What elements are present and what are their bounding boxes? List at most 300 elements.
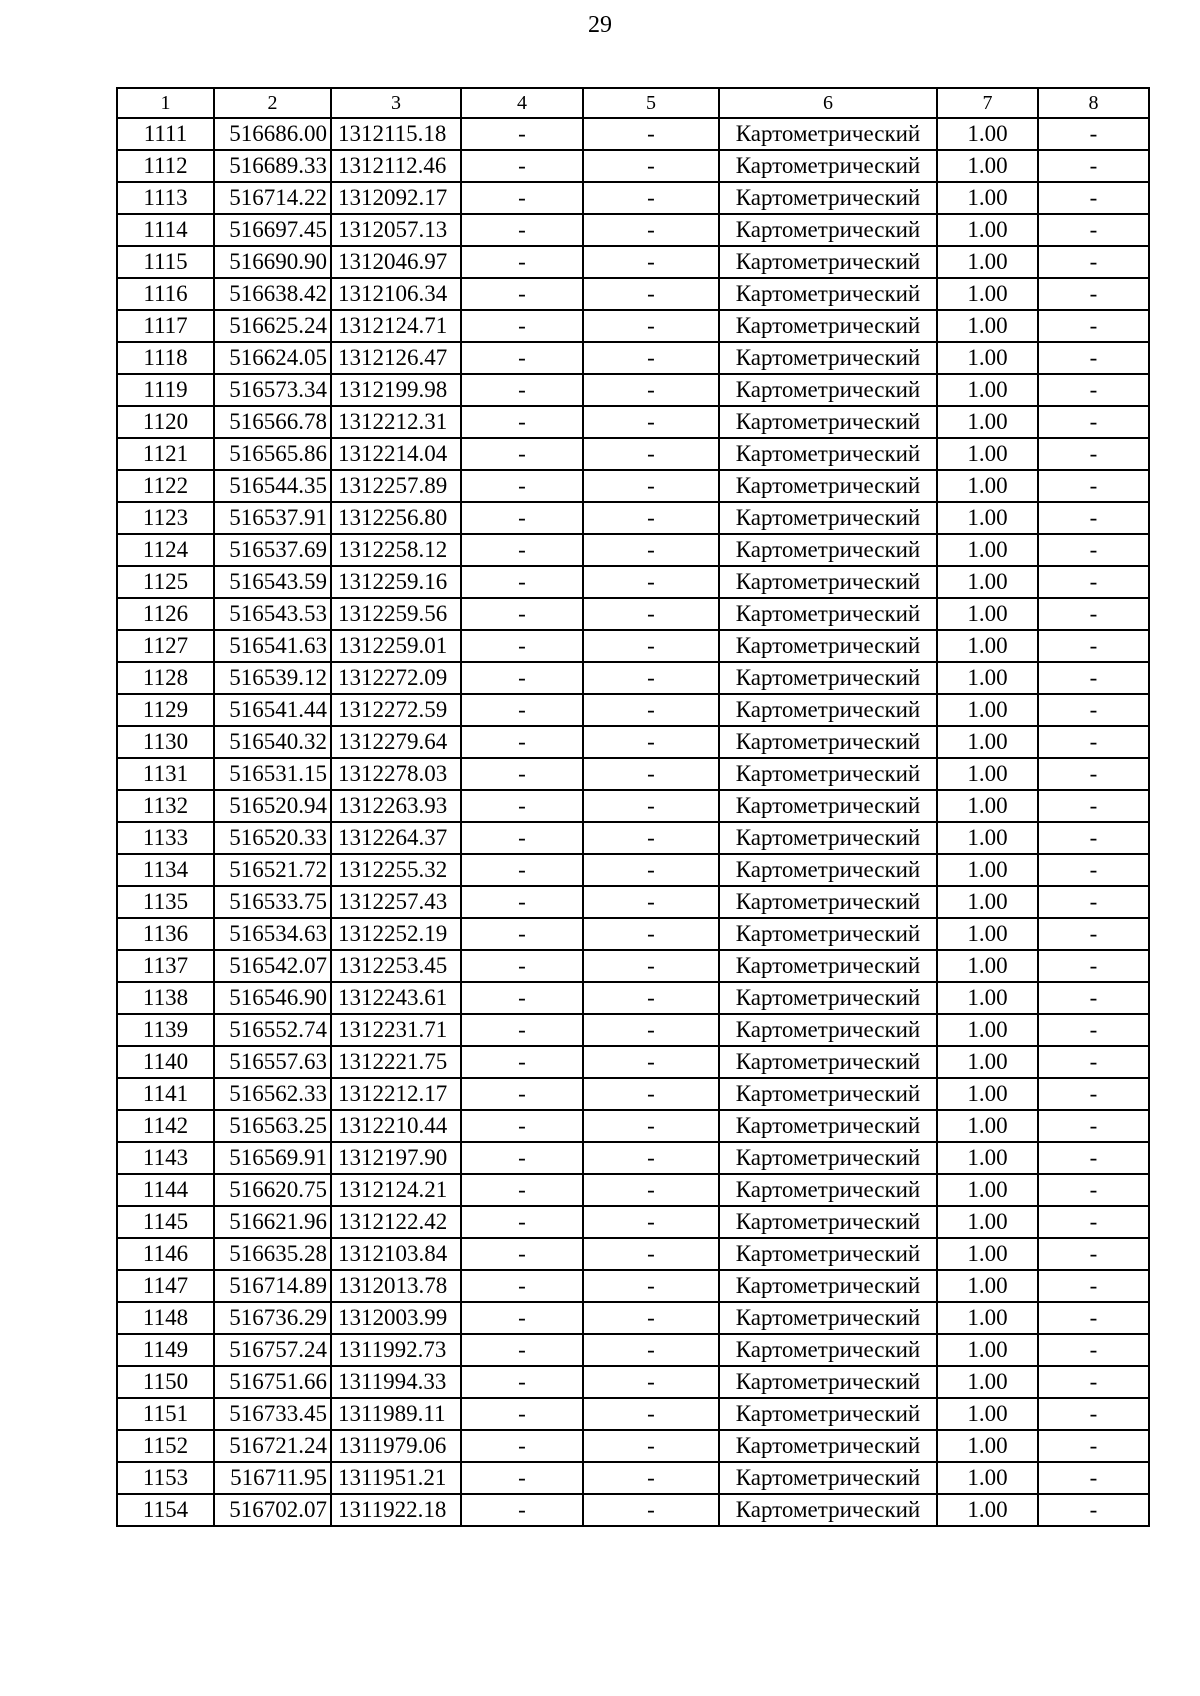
column-header: 4 [461, 88, 583, 118]
method-cell: Картометрический [719, 374, 937, 406]
col8-cell: - [1038, 342, 1149, 374]
x-coordinate-cell: 516721.24 [214, 1430, 331, 1462]
accuracy-cell: 1.00 [937, 1398, 1038, 1430]
col4-cell: - [461, 566, 583, 598]
accuracy-cell: 1.00 [937, 694, 1038, 726]
col8-cell: - [1038, 502, 1149, 534]
y-coordinate-cell: 1312255.32 [331, 854, 461, 886]
y-coordinate-cell: 1312252.19 [331, 918, 461, 950]
column-header: 5 [583, 88, 719, 118]
point-number-cell: 1142 [117, 1110, 214, 1142]
col5-cell: - [583, 1270, 719, 1302]
col8-cell: - [1038, 1494, 1149, 1526]
col4-cell: - [461, 918, 583, 950]
col8-cell: - [1038, 854, 1149, 886]
method-cell: Картометрический [719, 1494, 937, 1526]
y-coordinate-cell: 1311979.06 [331, 1430, 461, 1462]
col4-cell: - [461, 1270, 583, 1302]
point-number-cell: 1146 [117, 1238, 214, 1270]
method-cell: Картометрический [719, 1174, 937, 1206]
col5-cell: - [583, 1398, 719, 1430]
col4-cell: - [461, 950, 583, 982]
col8-cell: - [1038, 438, 1149, 470]
col8-cell: - [1038, 534, 1149, 566]
accuracy-cell: 1.00 [937, 214, 1038, 246]
method-cell: Картометрический [719, 1206, 937, 1238]
point-number-cell: 1136 [117, 918, 214, 950]
y-coordinate-cell: 1312122.42 [331, 1206, 461, 1238]
method-cell: Картометрический [719, 182, 937, 214]
accuracy-cell: 1.00 [937, 438, 1038, 470]
x-coordinate-cell: 516702.07 [214, 1494, 331, 1526]
col5-cell: - [583, 790, 719, 822]
x-coordinate-cell: 516531.15 [214, 758, 331, 790]
table-row [117, 182, 1149, 214]
col4-cell: - [461, 1046, 583, 1078]
col4-cell: - [461, 182, 583, 214]
method-cell: Картометрический [719, 822, 937, 854]
col5-cell: - [583, 150, 719, 182]
y-coordinate-cell: 1311922.18 [331, 1494, 461, 1526]
col5-cell: - [583, 1110, 719, 1142]
column-header: 6 [719, 88, 937, 118]
point-number-cell: 1113 [117, 182, 214, 214]
x-coordinate-cell: 516569.91 [214, 1142, 331, 1174]
y-coordinate-cell: 1311951.21 [331, 1462, 461, 1494]
col5-cell: - [583, 1078, 719, 1110]
col5-cell: - [583, 246, 719, 278]
x-coordinate-cell: 516751.66 [214, 1366, 331, 1398]
col8-cell: - [1038, 1142, 1149, 1174]
coordinates-table [116, 87, 1150, 1527]
column-header: 3 [331, 88, 461, 118]
table-row [117, 1046, 1149, 1078]
y-coordinate-cell: 1312092.17 [331, 182, 461, 214]
accuracy-cell: 1.00 [937, 790, 1038, 822]
y-coordinate-cell: 1312126.47 [331, 342, 461, 374]
x-coordinate-cell: 516689.33 [214, 150, 331, 182]
col5-cell: - [583, 1334, 719, 1366]
table-row [117, 950, 1149, 982]
col4-cell: - [461, 758, 583, 790]
table-row [117, 854, 1149, 886]
y-coordinate-cell: 1312124.21 [331, 1174, 461, 1206]
col4-cell: - [461, 886, 583, 918]
col8-cell: - [1038, 1366, 1149, 1398]
col5-cell: - [583, 1430, 719, 1462]
method-cell: Картометрический [719, 1078, 937, 1110]
y-coordinate-cell: 1312279.64 [331, 726, 461, 758]
y-coordinate-cell: 1312259.16 [331, 566, 461, 598]
table-row [117, 1014, 1149, 1046]
col8-cell: - [1038, 694, 1149, 726]
table-row [117, 1398, 1149, 1430]
col5-cell: - [583, 1302, 719, 1334]
point-number-cell: 1124 [117, 534, 214, 566]
point-number-cell: 1131 [117, 758, 214, 790]
point-number-cell: 1118 [117, 342, 214, 374]
point-number-cell: 1135 [117, 886, 214, 918]
y-coordinate-cell: 1312264.37 [331, 822, 461, 854]
x-coordinate-cell: 516520.94 [214, 790, 331, 822]
x-coordinate-cell: 516638.42 [214, 278, 331, 310]
y-coordinate-cell: 1311989.11 [331, 1398, 461, 1430]
accuracy-cell: 1.00 [937, 374, 1038, 406]
point-number-cell: 1151 [117, 1398, 214, 1430]
col5-cell: - [583, 214, 719, 246]
col8-cell: - [1038, 1334, 1149, 1366]
table-row [117, 1462, 1149, 1494]
y-coordinate-cell: 1312259.01 [331, 630, 461, 662]
y-coordinate-cell: 1312231.71 [331, 1014, 461, 1046]
col8-cell: - [1038, 182, 1149, 214]
col4-cell: - [461, 278, 583, 310]
x-coordinate-cell: 516573.34 [214, 374, 331, 406]
col8-cell: - [1038, 1238, 1149, 1270]
col5-cell: - [583, 1462, 719, 1494]
method-cell: Картометрический [719, 502, 937, 534]
method-cell: Картометрический [719, 598, 937, 630]
col8-cell: - [1038, 118, 1149, 150]
table-row [117, 1174, 1149, 1206]
y-coordinate-cell: 1312263.93 [331, 790, 461, 822]
x-coordinate-cell: 516540.32 [214, 726, 331, 758]
x-coordinate-cell: 516621.96 [214, 1206, 331, 1238]
accuracy-cell: 1.00 [937, 950, 1038, 982]
col8-cell: - [1038, 1206, 1149, 1238]
method-cell: Картометрический [719, 726, 937, 758]
col8-cell: - [1038, 662, 1149, 694]
x-coordinate-cell: 516565.86 [214, 438, 331, 470]
col4-cell: - [461, 1238, 583, 1270]
accuracy-cell: 1.00 [937, 310, 1038, 342]
method-cell: Картометрический [719, 630, 937, 662]
accuracy-cell: 1.00 [937, 1494, 1038, 1526]
y-coordinate-cell: 1312003.99 [331, 1302, 461, 1334]
accuracy-cell: 1.00 [937, 406, 1038, 438]
col4-cell: - [461, 246, 583, 278]
accuracy-cell: 1.00 [937, 1462, 1038, 1494]
point-number-cell: 1130 [117, 726, 214, 758]
col8-cell: - [1038, 726, 1149, 758]
x-coordinate-cell: 516557.63 [214, 1046, 331, 1078]
point-number-cell: 1133 [117, 822, 214, 854]
table-row [117, 630, 1149, 662]
point-number-cell: 1112 [117, 150, 214, 182]
table-row [117, 1366, 1149, 1398]
col4-cell: - [461, 854, 583, 886]
point-number-cell: 1145 [117, 1206, 214, 1238]
method-cell: Картометрический [719, 886, 937, 918]
accuracy-cell: 1.00 [937, 1142, 1038, 1174]
x-coordinate-cell: 516625.24 [214, 310, 331, 342]
x-coordinate-cell: 516539.12 [214, 662, 331, 694]
method-cell: Картометрический [719, 438, 937, 470]
col4-cell: - [461, 694, 583, 726]
col8-cell: - [1038, 310, 1149, 342]
accuracy-cell: 1.00 [937, 566, 1038, 598]
x-coordinate-cell: 516543.59 [214, 566, 331, 598]
col8-cell: - [1038, 1302, 1149, 1334]
method-cell: Картометрический [719, 150, 937, 182]
table-row [117, 214, 1149, 246]
table-row [117, 1238, 1149, 1270]
point-number-cell: 1127 [117, 630, 214, 662]
accuracy-cell: 1.00 [937, 1110, 1038, 1142]
table-row [117, 790, 1149, 822]
table-row [117, 502, 1149, 534]
col8-cell: - [1038, 246, 1149, 278]
col4-cell: - [461, 342, 583, 374]
table-row [117, 662, 1149, 694]
point-number-cell: 1116 [117, 278, 214, 310]
col4-cell: - [461, 406, 583, 438]
point-number-cell: 1123 [117, 502, 214, 534]
point-number-cell: 1153 [117, 1462, 214, 1494]
col5-cell: - [583, 1046, 719, 1078]
point-number-cell: 1115 [117, 246, 214, 278]
accuracy-cell: 1.00 [937, 1174, 1038, 1206]
table-row [117, 342, 1149, 374]
table-header-row [117, 88, 1149, 118]
col5-cell: - [583, 598, 719, 630]
col4-cell: - [461, 1398, 583, 1430]
point-number-cell: 1154 [117, 1494, 214, 1526]
col8-cell: - [1038, 1174, 1149, 1206]
x-coordinate-cell: 516533.75 [214, 886, 331, 918]
table-row [117, 438, 1149, 470]
col4-cell: - [461, 1366, 583, 1398]
method-cell: Картометрический [719, 1462, 937, 1494]
col4-cell: - [461, 150, 583, 182]
column-header: 2 [214, 88, 331, 118]
y-coordinate-cell: 1312199.98 [331, 374, 461, 406]
point-number-cell: 1141 [117, 1078, 214, 1110]
col5-cell: - [583, 758, 719, 790]
col5-cell: - [583, 1206, 719, 1238]
y-coordinate-cell: 1312272.09 [331, 662, 461, 694]
col4-cell: - [461, 822, 583, 854]
y-coordinate-cell: 1311994.33 [331, 1366, 461, 1398]
accuracy-cell: 1.00 [937, 630, 1038, 662]
table-row [117, 1206, 1149, 1238]
col8-cell: - [1038, 630, 1149, 662]
col4-cell: - [461, 1334, 583, 1366]
accuracy-cell: 1.00 [937, 182, 1038, 214]
x-coordinate-cell: 516563.25 [214, 1110, 331, 1142]
column-header: 1 [117, 88, 214, 118]
x-coordinate-cell: 516624.05 [214, 342, 331, 374]
col5-cell: - [583, 950, 719, 982]
x-coordinate-cell: 516733.45 [214, 1398, 331, 1430]
col5-cell: - [583, 822, 719, 854]
col4-cell: - [461, 1302, 583, 1334]
accuracy-cell: 1.00 [937, 918, 1038, 950]
col8-cell: - [1038, 1270, 1149, 1302]
col4-cell: - [461, 1110, 583, 1142]
col8-cell: - [1038, 1462, 1149, 1494]
col5-cell: - [583, 1014, 719, 1046]
method-cell: Картометрический [719, 278, 937, 310]
point-number-cell: 1132 [117, 790, 214, 822]
accuracy-cell: 1.00 [937, 502, 1038, 534]
method-cell: Картометрический [719, 246, 937, 278]
x-coordinate-cell: 516620.75 [214, 1174, 331, 1206]
table-row [117, 118, 1149, 150]
point-number-cell: 1122 [117, 470, 214, 502]
col8-cell: - [1038, 1014, 1149, 1046]
point-number-cell: 1119 [117, 374, 214, 406]
method-cell: Картометрический [719, 662, 937, 694]
method-cell: Картометрический [719, 1046, 937, 1078]
accuracy-cell: 1.00 [937, 1206, 1038, 1238]
accuracy-cell: 1.00 [937, 598, 1038, 630]
x-coordinate-cell: 516690.90 [214, 246, 331, 278]
point-number-cell: 1129 [117, 694, 214, 726]
method-cell: Картометрический [719, 470, 937, 502]
method-cell: Картометрический [719, 534, 937, 566]
col8-cell: - [1038, 1046, 1149, 1078]
y-coordinate-cell: 1312106.34 [331, 278, 461, 310]
table-row [117, 278, 1149, 310]
method-cell: Картометрический [719, 790, 937, 822]
method-cell: Картометрический [719, 1238, 937, 1270]
accuracy-cell: 1.00 [937, 854, 1038, 886]
col8-cell: - [1038, 1110, 1149, 1142]
col8-cell: - [1038, 1078, 1149, 1110]
table-row [117, 1302, 1149, 1334]
y-coordinate-cell: 1312278.03 [331, 758, 461, 790]
column-header: 7 [937, 88, 1038, 118]
point-number-cell: 1152 [117, 1430, 214, 1462]
method-cell: Картометрический [719, 1398, 937, 1430]
col5-cell: - [583, 886, 719, 918]
y-coordinate-cell: 1312103.84 [331, 1238, 461, 1270]
col4-cell: - [461, 1206, 583, 1238]
y-coordinate-cell: 1312212.17 [331, 1078, 461, 1110]
col5-cell: - [583, 1366, 719, 1398]
col5-cell: - [583, 1142, 719, 1174]
col5-cell: - [583, 118, 719, 150]
table-row [117, 1078, 1149, 1110]
col4-cell: - [461, 790, 583, 822]
col8-cell: - [1038, 758, 1149, 790]
x-coordinate-cell: 516552.74 [214, 1014, 331, 1046]
point-number-cell: 1134 [117, 854, 214, 886]
col8-cell: - [1038, 982, 1149, 1014]
y-coordinate-cell: 1312214.04 [331, 438, 461, 470]
table-row [117, 1430, 1149, 1462]
point-number-cell: 1128 [117, 662, 214, 694]
page-number: 29 [588, 12, 612, 38]
x-coordinate-cell: 516537.69 [214, 534, 331, 566]
point-number-cell: 1149 [117, 1334, 214, 1366]
table-body [117, 118, 1149, 1526]
y-coordinate-cell: 1312197.90 [331, 1142, 461, 1174]
x-coordinate-cell: 516544.35 [214, 470, 331, 502]
y-coordinate-cell: 1312013.78 [331, 1270, 461, 1302]
col4-cell: - [461, 214, 583, 246]
col5-cell: - [583, 1494, 719, 1526]
accuracy-cell: 1.00 [937, 1046, 1038, 1078]
x-coordinate-cell: 516686.00 [214, 118, 331, 150]
y-coordinate-cell: 1312272.59 [331, 694, 461, 726]
point-number-cell: 1137 [117, 950, 214, 982]
accuracy-cell: 1.00 [937, 1270, 1038, 1302]
col4-cell: - [461, 118, 583, 150]
method-cell: Картометрический [719, 566, 937, 598]
method-cell: Картометрический [719, 1334, 937, 1366]
accuracy-cell: 1.00 [937, 1334, 1038, 1366]
point-number-cell: 1144 [117, 1174, 214, 1206]
table-row [117, 150, 1149, 182]
point-number-cell: 1140 [117, 1046, 214, 1078]
col4-cell: - [461, 310, 583, 342]
accuracy-cell: 1.00 [937, 278, 1038, 310]
method-cell: Картометрический [719, 1366, 937, 1398]
col5-cell: - [583, 854, 719, 886]
table-row [117, 310, 1149, 342]
accuracy-cell: 1.00 [937, 534, 1038, 566]
col8-cell: - [1038, 950, 1149, 982]
y-coordinate-cell: 1312210.44 [331, 1110, 461, 1142]
accuracy-cell: 1.00 [937, 1078, 1038, 1110]
point-number-cell: 1114 [117, 214, 214, 246]
col5-cell: - [583, 1174, 719, 1206]
method-cell: Картометрический [719, 918, 937, 950]
x-coordinate-cell: 516711.95 [214, 1462, 331, 1494]
x-coordinate-cell: 516736.29 [214, 1302, 331, 1334]
accuracy-cell: 1.00 [937, 150, 1038, 182]
point-number-cell: 1121 [117, 438, 214, 470]
y-coordinate-cell: 1312259.56 [331, 598, 461, 630]
col4-cell: - [461, 1430, 583, 1462]
table-row [117, 470, 1149, 502]
x-coordinate-cell: 516542.07 [214, 950, 331, 982]
y-coordinate-cell: 1312115.18 [331, 118, 461, 150]
accuracy-cell: 1.00 [937, 470, 1038, 502]
x-coordinate-cell: 516521.72 [214, 854, 331, 886]
method-cell: Картометрический [719, 1014, 937, 1046]
col5-cell: - [583, 726, 719, 758]
col8-cell: - [1038, 822, 1149, 854]
point-number-cell: 1150 [117, 1366, 214, 1398]
col5-cell: - [583, 566, 719, 598]
x-coordinate-cell: 516562.33 [214, 1078, 331, 1110]
accuracy-cell: 1.00 [937, 758, 1038, 790]
x-coordinate-cell: 516757.24 [214, 1334, 331, 1366]
col8-cell: - [1038, 150, 1149, 182]
col8-cell: - [1038, 790, 1149, 822]
col5-cell: - [583, 438, 719, 470]
accuracy-cell: 1.00 [937, 1302, 1038, 1334]
accuracy-cell: 1.00 [937, 118, 1038, 150]
accuracy-cell: 1.00 [937, 342, 1038, 374]
method-cell: Картометрический [719, 1430, 937, 1462]
col5-cell: - [583, 1238, 719, 1270]
col4-cell: - [461, 502, 583, 534]
col4-cell: - [461, 1142, 583, 1174]
col4-cell: - [461, 534, 583, 566]
col5-cell: - [583, 630, 719, 662]
table-row [117, 1494, 1149, 1526]
col8-cell: - [1038, 278, 1149, 310]
table-row [117, 694, 1149, 726]
col4-cell: - [461, 470, 583, 502]
col8-cell: - [1038, 566, 1149, 598]
method-cell: Картометрический [719, 342, 937, 374]
col5-cell: - [583, 694, 719, 726]
